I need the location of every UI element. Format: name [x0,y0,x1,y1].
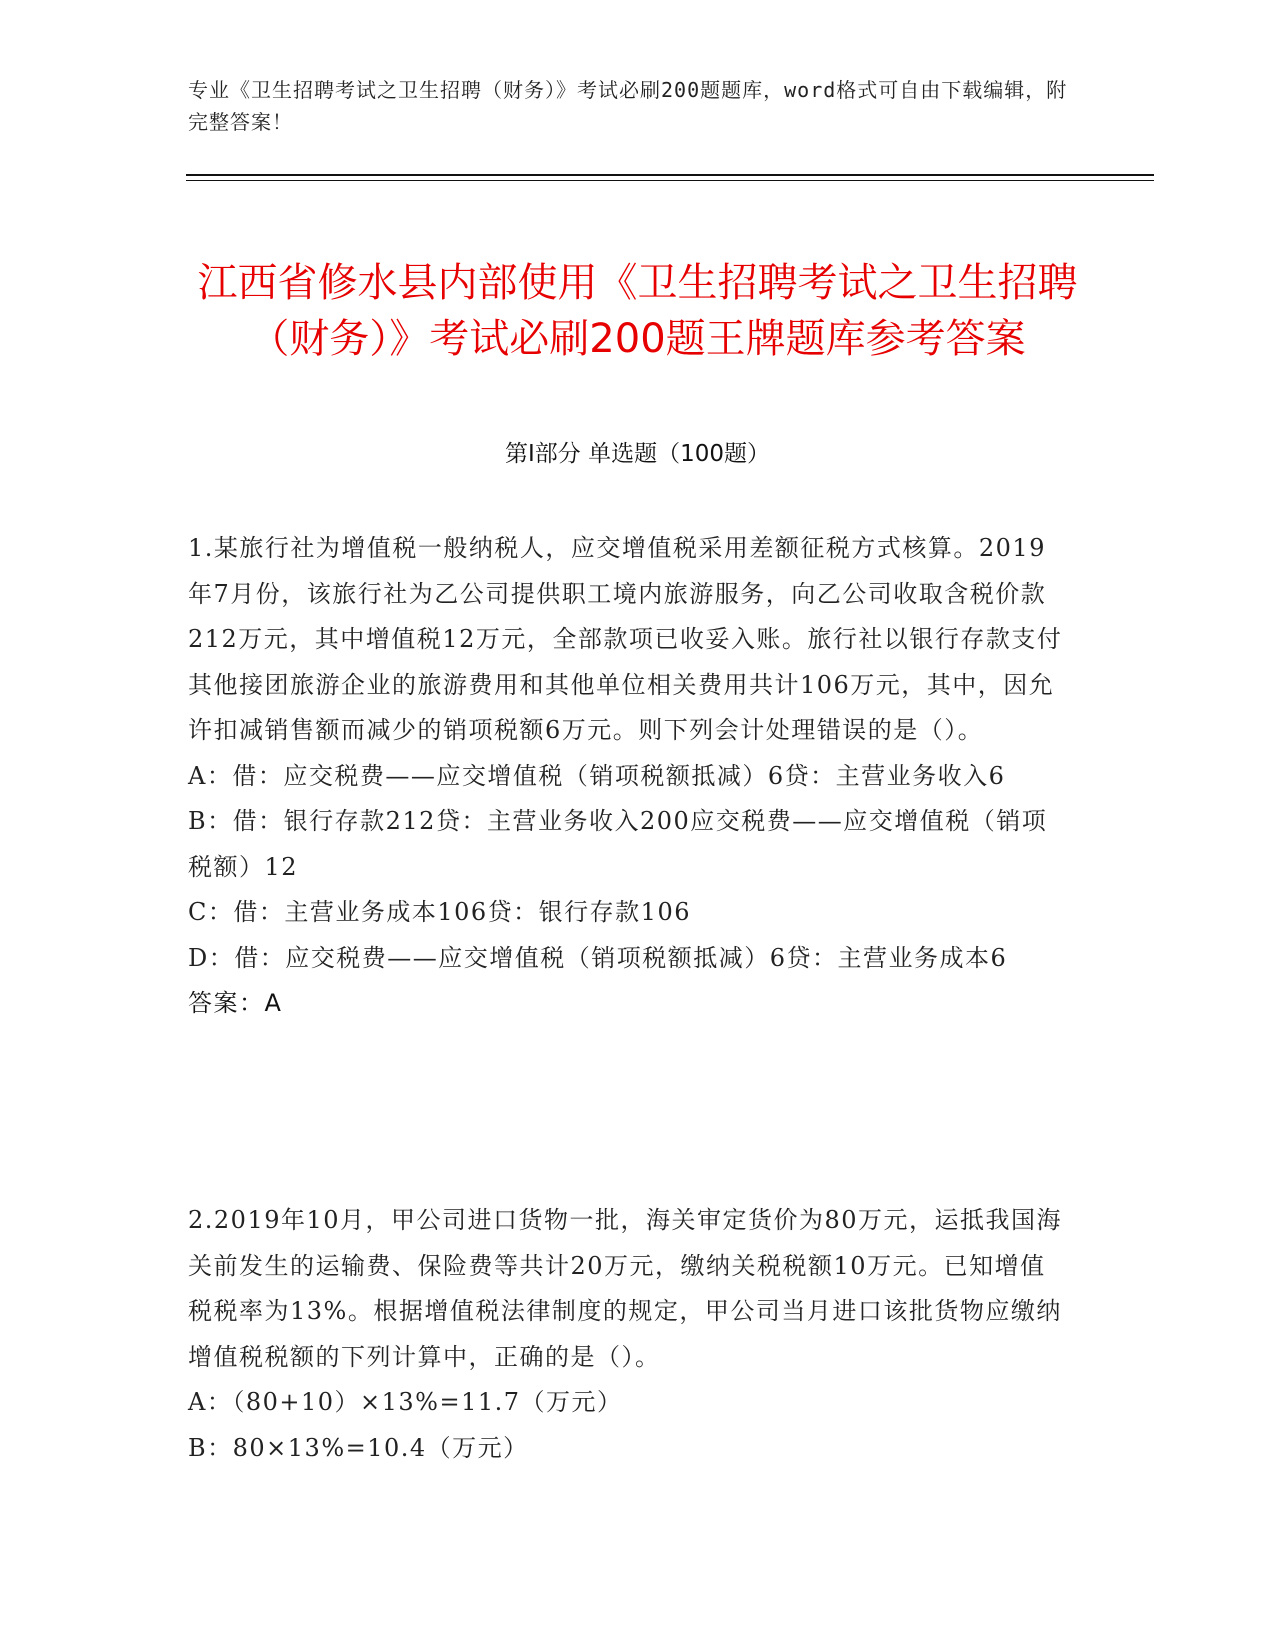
question-1 [188,526,1068,1027]
option-c: C：借：主营业务成本106贷：银行存款106 [188,898,691,926]
option-b: B：80×13%=10.4（万元） [188,1433,529,1462]
option-d: D：借：应交税费——应交增值税（销项税额抵减）6贷：主营业务成本6 [188,943,1008,972]
option-a: A：（80+10）×13%=11.7（万元） [188,1388,623,1416]
header-rule-thin [186,180,1154,181]
option-b: B：借：银行存款212贷：主营业务收入200应交税费——应交增值税（销项税额）12 [188,807,1048,881]
header-note: 专业《卫生招聘考试之卫生招聘（财务）》考试必刷200题题库，word格式可自由下载编辑，附完整答案！ [188,78,1068,134]
document-title: 江西省修水县内部使用《卫生招聘考试之卫生招聘（财务）》考试必刷200题王牌题库参考答案 [197,259,1078,362]
header-rule-thick [186,174,1154,176]
option-a: A：借：应交税费——应交增值税（销项税额抵减）6贷：主营业务收入6 [188,761,1006,790]
section-heading: 第Ⅰ部分 单选题（100题） [505,441,770,467]
answer: 答案：A [188,989,283,1017]
question-2 [188,1198,1068,1471]
question-stem: 2.2019年10月，甲公司进口货物一批，海关审定货价为80万元，运抵我国海关前发生的运输费、保险费等共计20万元，缴纳关税税额10万元。已知增值税税率为13%。根据增值税法律制度的规定，甲公司当月进口该批货物应缴纳增值税税额的下列计算中，正确的是（）。 [188,1206,1063,1371]
question-stem: 1.某旅行社为增值税一般纳税人，应交增值税采用差额征税方式核算。2019年7月份，该旅行社为乙公司提供职工境内旅游服务，向乙公司收取含税价款212万元，其中增值税12万元，全部款项已收妥入账。旅行社以银行存款支付其他接团旅游企业的旅游费用和其他单位相关费用共计106万元，其中，因允许扣减销售额而减少的销项税额6万元。则下列会计处理错误的是（）。 [188,534,1063,744]
